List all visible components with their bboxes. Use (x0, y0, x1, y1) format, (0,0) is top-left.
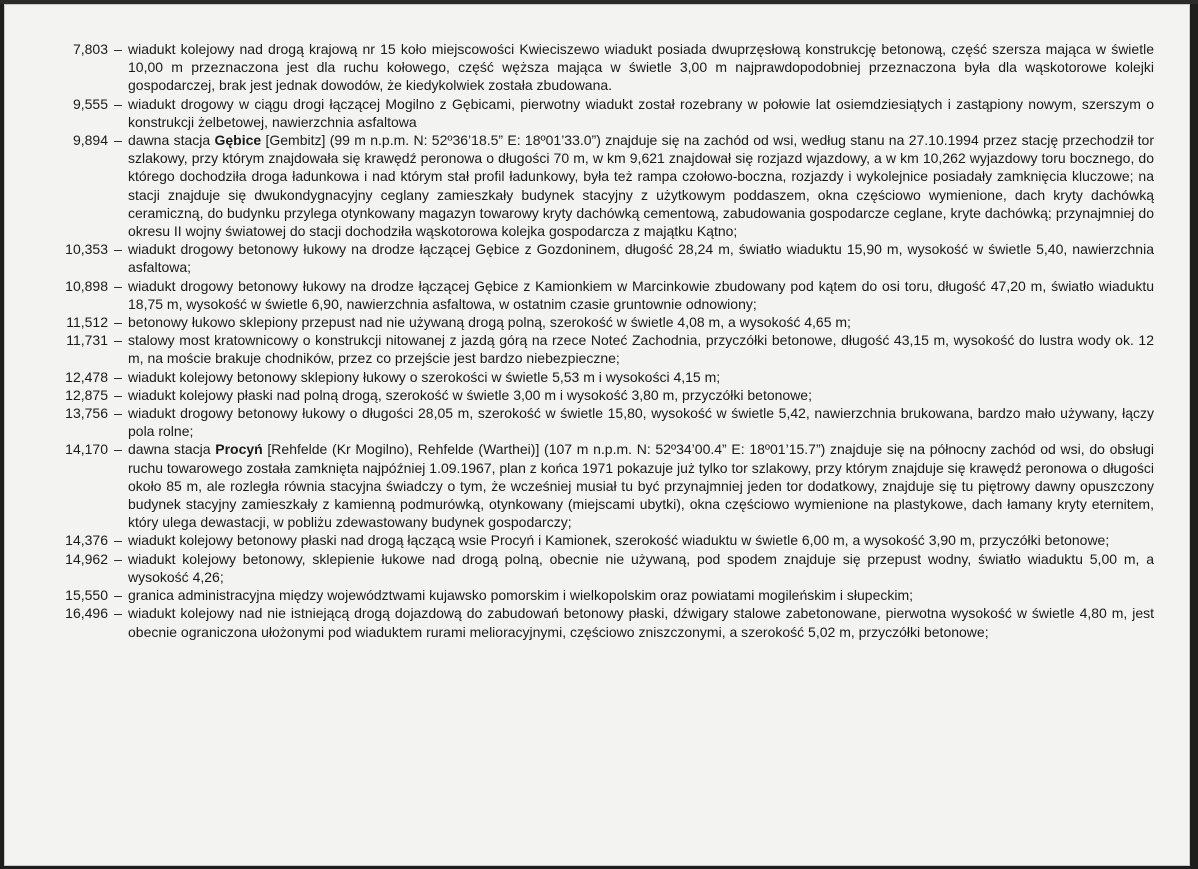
entry-text: wiadukt drogowy w ciągu drogi łączącej Mogilno z Gębicami, pierwotny wiadukt został rozebrany w połowie lat osiemdziesiątych i zastąpiony nowym, szerszym o konstrukcji żelbetowej, nawierzchnia asfaltowa (128, 95, 1154, 130)
entry-text: wiadukt drogowy betonowy łukowy na drodze łączącej Gębice z Gozdoninem, długość 28,24 m, światło wiaduktu 15,90 m, wysokość w świetle 5,40, nawierzchnia asfaltowa; (128, 241, 1154, 276)
list-item (48, 550, 1158, 586)
entry-text: granica administracyjna między województwami kujawsko pomorskim i wielkopolskim oraz powiatami mogileńskim i słupeckim; (128, 587, 914, 604)
km-value: 12,478 (65, 368, 108, 385)
km-value: 14,170 (65, 441, 108, 458)
list-item (48, 368, 1158, 386)
kilometer-entries (48, 40, 1158, 641)
entry-text: wiadukt kolejowy płaski nad polną drogą, szerokość w świetle 3,00 m i wysokość 3,80 m, przyczółki betonowe; (128, 386, 812, 403)
list-item (48, 604, 1158, 640)
km-value: 9,894 (72, 132, 108, 149)
list-item (48, 440, 1158, 531)
dash: – (114, 132, 122, 149)
km-value: 15,550 (65, 587, 108, 604)
entry-text: wiadukt kolejowy betonowy, sklepienie łukowe nad drogą polną, obecnie nie używaną, pod spodem znajduje się przepust wodny, światło wiaduktu 5,00 m, a wysokość 4,26; (128, 550, 1154, 585)
station-name: Gębice (214, 132, 262, 149)
list-item (48, 531, 1158, 549)
dash: – (114, 386, 122, 403)
entry-text: betonowy łukowo sklepiony przepust nad nie używaną drogą polną, szerokość w świetle 4,08 m, a wysokość 4,65 m; (128, 314, 851, 331)
list-item (48, 313, 1158, 331)
entry-body: [Rehfelde (Kr Mogilno), Rehfelde (Warthei)] (107 m n.p.m. N: 52º34’00.4” E: 18º01’15.7”) znajduje się na północny zachód od wsi, do obsługi ruchu towarowego została zamknięta najpóźniej 1.09.1967, plan z końca 1971 pokazuje już tylko tor szlakowy, przy którym znajduje się krawędź peronowa o długości około 85 m, ale rozległa równia stacyjna świadczy o tym, że wcześniej musiał tu być przynajmniej jeden tor dodatkowy, znajduje się tu piętrowy dawny opuszczony budynek stacyjny zamieszkały z kamienną podmurówką, otynkowany (miejscami ubytki), okna częściowo wymienione na plastykowe, dach łamany kryty eternitem, który ulega dewastacji, w pobliżu zdewastowany budynek gospodarczy; (128, 441, 1154, 531)
list-item (48, 131, 1158, 240)
km-value: 9,555 (72, 95, 108, 112)
dash: – (114, 314, 122, 331)
entry-prefix: dawna stacja (128, 441, 216, 458)
km-value: 10,898 (65, 277, 108, 294)
entry-text: wiadukt kolejowy nad nie istniejącą drogą dojazdową do zabudowań betonowy płaski, dźwigary stalowe zabetonowane, pierwotna wysokość w świetle 4,80 m, jest obecnie ograniczona ułożonymi pod wiaduktem rurami melioracyjnymi, częściowo zniszczonymi, a szerokość 5,02 m, przyczółki betonowe; (128, 605, 1154, 640)
entry-body: [Gembitz] (99 m n.p.m. N: 52º36’18.5” E: 18º01’33.0”) znajduje się na zachód od wsi, według stanu na 27.10.1994 przez stację przechodził tor szlakowy, przy którym znajdowała się krawędź peronowa o długości 70 m, w km 9,621 znajdował się rozjazd wjazdowy, a w km 10,262 wyjazdowy toru bocznego, do którego dochodziła droga ładunkowa i nad którym stał profil ładunkowy, była też rampa czołowo-boczna, rozjazdy i wykolejnice posiadały zamknięcia kluczowe; na stacji znajduje się dwukondygnacyjny ceglany zamieszkały budynek stacyjny z użytkowym poddaszem, okna częściowo wymienione, dach kryty dachówką ceramiczną, do budynku przylega otynkowany magazyn towarowy kryty dachówką cementową, zabudowania gospodarcze ceglane, kryte dachówką; przynajmniej do okresu II wojny światowej do stacji dochodziła wąskotorowa kolejka gospodarcza z majątku Kątno; (128, 132, 1154, 240)
km-value: 16,496 (65, 605, 108, 622)
entry-text: wiadukt drogowy betonowy łukowy o długości 28,05 m, szerokość w świetle 15,80, wysokość w świetle 5,42, nawierzchnia brukowana, bardzo mało używany, łączy pola rolne; (128, 405, 1154, 440)
list-item (48, 240, 1158, 276)
entry-text: stalowy most kratownicowy o konstrukcji nitowanej z jazdą górą na rzece Noteć Zachodnia, przyczółki betonowe, długość 43,15 m, wysokość do lustra wody ok. 12 m, na moście brakuje chodników, przez co przejście jest bardzo niebezpieczne; (128, 332, 1154, 367)
list-item (48, 95, 1158, 131)
dash: – (114, 532, 122, 549)
list-item (48, 404, 1158, 440)
km-value: 13,756 (65, 405, 108, 422)
dash: – (114, 587, 122, 604)
list-item (48, 40, 1158, 95)
entry-text (128, 131, 1158, 240)
entry-text (128, 440, 1158, 531)
entry-text: wiadukt drogowy betonowy łukowy na drodze łączącej Gębice z Kamionkiem w Marcinkowie zbudowany pod kątem do osi toru, długość 47,20 m, światło wiaduktu 18,75 m, wysokość w świetle 6,90, nawierzchnia asfaltowa, w ostatnim czasie gruntownie odnowiony; (128, 277, 1154, 312)
km-value: 14,962 (65, 550, 108, 567)
dash: – (114, 95, 122, 112)
entry-text: wiadukt kolejowy betonowy płaski nad drogą łączącą wsie Procyń i Kamionek, szerokość wiaduktu w świetle 6,00 m, a wysokość 3,90 m, przyczółki betonowe; (128, 532, 1110, 549)
km-value: 11,512 (66, 314, 108, 331)
list-item (48, 277, 1158, 313)
entry-text: wiadukt kolejowy nad drogą krajową nr 15 koło miejscowości Kwieciszewo wiadukt posiada dwuprzęsłową konstrukcję betonową, część szersza mająca w świetle 10,00 m przeznaczona jest dla ruchu kołowego, część węższa mająca w świetle 3,00 m najprawdopodobniej przeznaczona była dla wąskotorowe kolejki gospodarczej, brak jest jednak dowodów, że kiedykolwiek została zbudowana. (128, 41, 1154, 94)
station-name: Procyń (215, 441, 263, 458)
dash: – (114, 277, 122, 294)
km-value: 7,803 (72, 41, 108, 57)
dash: – (114, 241, 122, 258)
dash: – (114, 41, 122, 57)
dash: – (114, 405, 122, 422)
km-value: 12,875 (65, 386, 108, 403)
list-item (48, 331, 1158, 367)
dash: – (114, 550, 122, 567)
list-item (48, 386, 1158, 404)
entry-text: wiadukt kolejowy betonowy sklepiony łukowy o szerokości w świetle 5,53 m i wysokości 4,15 m; (128, 368, 721, 385)
km-value: 11,731 (66, 332, 108, 349)
entry-prefix: dawna stacja (128, 132, 215, 149)
dash: – (114, 605, 122, 622)
list-item (48, 586, 1158, 604)
dash: – (114, 332, 122, 349)
document-page (4, 4, 1190, 866)
dash: – (114, 368, 122, 385)
km-value: 10,353 (65, 241, 108, 258)
dash: – (114, 441, 122, 458)
km-value: 14,376 (65, 532, 108, 549)
